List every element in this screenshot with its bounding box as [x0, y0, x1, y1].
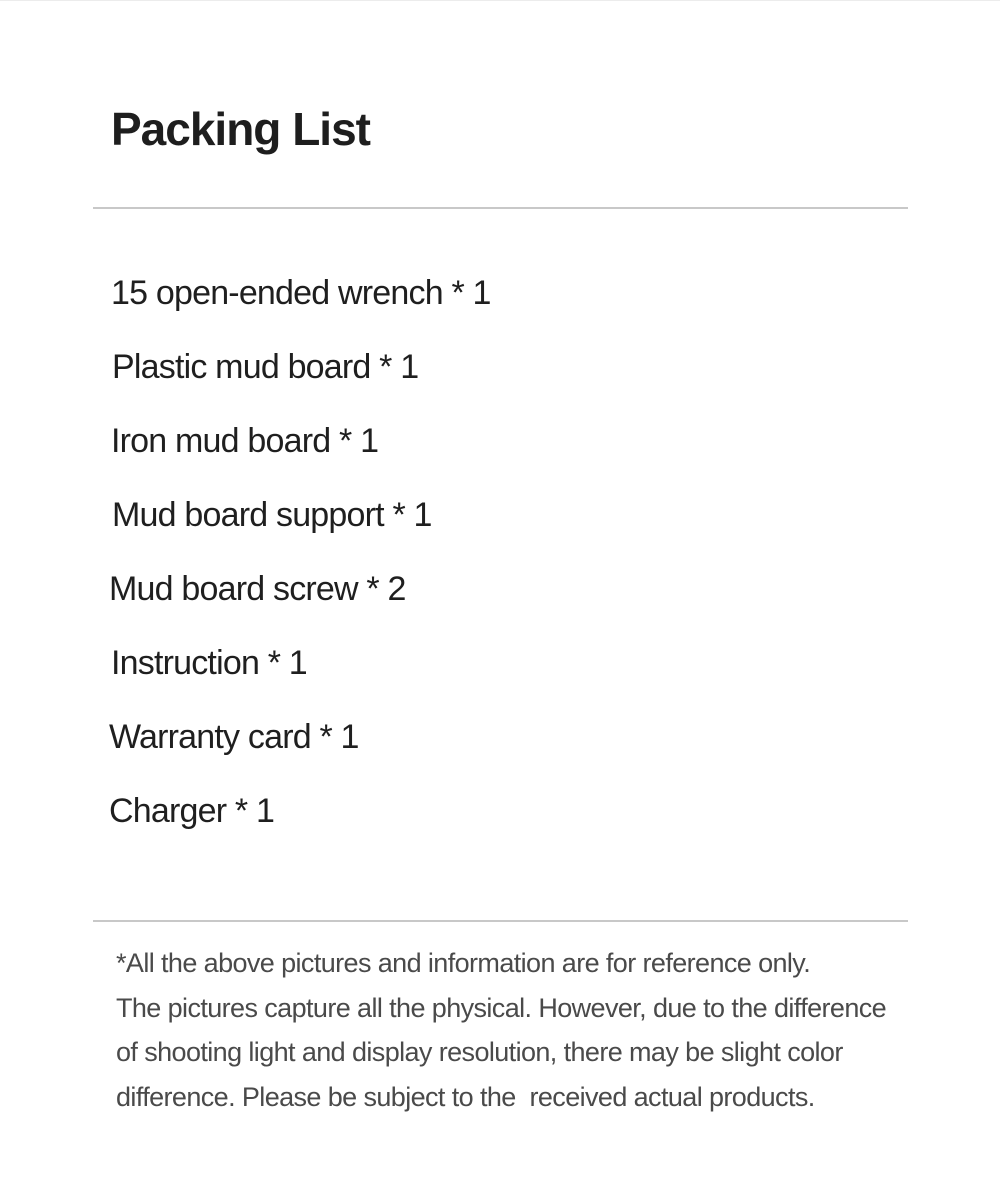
packing-item: Mud board support * 1	[112, 496, 432, 534]
packing-item: 15 open-ended wrench * 1	[111, 274, 491, 312]
page-title: Packing List	[111, 103, 370, 155]
packing-item: Mud board screw * 2	[109, 570, 406, 608]
title-divider	[93, 207, 908, 209]
disclaimer-text	[116, 941, 976, 1119]
packing-item: Instruction * 1	[111, 644, 307, 682]
disclaimer-line: difference. Please be subject to the received actual products.	[116, 1081, 815, 1112]
disclaimer-line: The pictures capture all the physical. However, due to the difference	[116, 992, 887, 1023]
packing-item: Iron mud board * 1	[111, 422, 379, 460]
disclaimer-line: *All the above pictures and information are for reference only.	[116, 948, 811, 978]
top-border-line	[0, 0, 1000, 1]
packing-item: Warranty card * 1	[109, 718, 359, 756]
disclaimer-divider	[93, 920, 908, 922]
packing-item: Plastic mud board * 1	[112, 348, 419, 386]
packing-item: Charger * 1	[109, 792, 275, 830]
disclaimer-line: of shooting light and display resolution, there may be slight color	[116, 1037, 843, 1067]
